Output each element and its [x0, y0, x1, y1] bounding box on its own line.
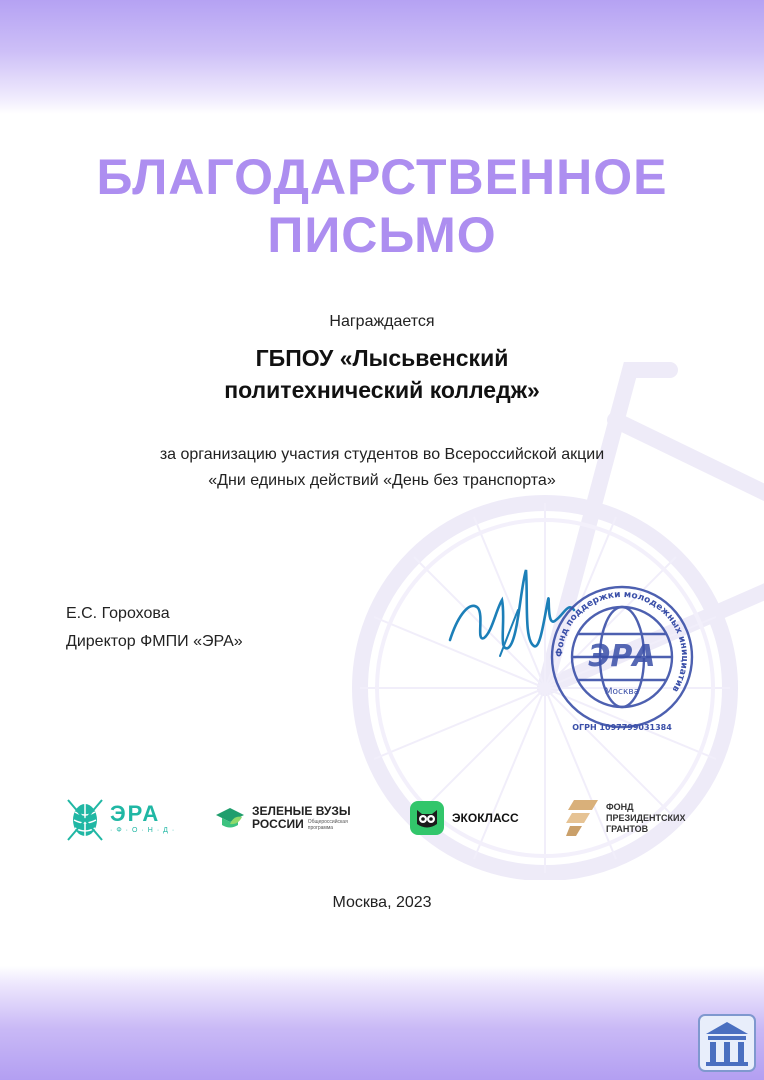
stamp-ring-text: Фонд поддержки молодежных инициатив — [554, 589, 690, 694]
recipient-line-2: политехнический колледж» — [224, 377, 540, 403]
awarded-label: Награждается — [329, 313, 435, 330]
owl-icon — [410, 801, 444, 835]
reason-line-2: «Дни единых действий «День без транспорта» — [208, 472, 556, 489]
vuzy-line-2: РОССИИ — [252, 817, 304, 831]
fund-emblem-icon — [566, 798, 600, 838]
vuzy-line-1: ЗЕЛЕНЫЕ ВУЗЫ — [252, 804, 351, 818]
fpg-line-2: ПРЕЗИДЕНТСКИХ — [606, 812, 686, 823]
era-logo-subtext: ·Ф·О·Н·Д· — [110, 826, 179, 834]
stamp-center-text: ЭРА — [588, 639, 656, 674]
era-logo-text: ЭРА — [110, 800, 161, 826]
bottom-gradient-band — [0, 966, 764, 1080]
document-title — [0, 148, 764, 264]
signer-position: Директор ФМПИ «ЭРА» — [66, 633, 243, 650]
signer-block — [66, 600, 243, 656]
graduation-cap-leaf-icon — [214, 803, 246, 833]
ecoclass-logo — [410, 790, 519, 846]
place-and-date: Москва, 2023 — [332, 894, 432, 911]
stamp-ogrn-text: ОГРН 1097799031384 — [572, 723, 672, 732]
title-line-1: БЛАГОДАРСТВЕННОЕ — [96, 149, 668, 205]
green-universities-logo — [214, 790, 352, 846]
vuzy-subtext: Общероссийская программа — [307, 818, 348, 831]
pinecone-icon — [66, 794, 104, 842]
recipient-line-1: ГБПОУ «Лысьвенский — [255, 345, 509, 371]
fpg-line-3: ГРАНТОВ — [606, 823, 649, 834]
college-emblem-icon — [698, 1014, 756, 1072]
presidential-grants-logo — [566, 790, 685, 846]
stamp-city-text: Москва — [604, 687, 640, 697]
reason-line-1: за организацию участия студентов во Всероссийской акции — [159, 446, 605, 463]
recipient-name — [0, 342, 764, 406]
era-fund-logo — [66, 790, 178, 846]
partner-logos — [0, 790, 764, 850]
top-gradient-band — [0, 0, 764, 114]
title-line-2: ПИСЬМО — [267, 207, 497, 263]
award-reason — [0, 442, 764, 494]
ecoclass-logo-text: ЭКОКЛАСС — [452, 811, 519, 825]
signer-name: Е.С. Горохова — [66, 605, 170, 622]
fpg-line-1: ФОНД — [606, 801, 634, 812]
stamp-icon — [548, 578, 696, 736]
